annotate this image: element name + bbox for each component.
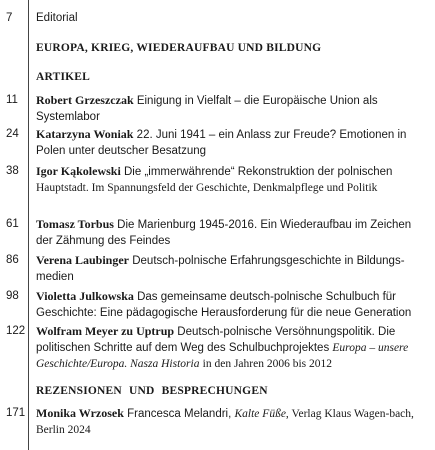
entry-title-part: Hauptstadt. Im Spannungsfeld der Geschichte, Denkmalpflege und Politik	[36, 182, 378, 194]
entry-text	[36, 288, 422, 321]
page-number: 11	[6, 94, 18, 106]
review-pre: Francesca Melandri,	[127, 408, 232, 420]
entry-author: Robert Grzeszczak	[36, 93, 134, 107]
entry-title: Deutsch-polnische Erfahrungsgeschichte in Bildungs-medien	[36, 255, 405, 283]
entry-text	[36, 405, 422, 438]
review-title-italic: Kalte Füße	[234, 408, 286, 420]
entry-author: Katarzyna Woniak	[36, 127, 134, 141]
entry-title-italic: Europa – unsere Geschichte/Europa. Nasza Historia	[36, 342, 409, 370]
entry-author: Igor Kąkolewski	[36, 164, 121, 178]
entry-title: 22. Juni 1941 – ein Anlass zur Freude? Emotionen in Polen unter deutscher Besatzung	[36, 129, 407, 157]
page-number: 122	[6, 325, 26, 337]
entry-author: Tomasz Torbus	[36, 217, 114, 231]
entry-title-part: Deutsch-polnische Versöhnungspolitik. Die politischen Schritte auf dem Weg des Schulbuchprojektes	[36, 326, 396, 354]
entry-title: Einigung in Vielfalt – die Europäische Union als Systemlabor	[36, 95, 378, 123]
artikel-heading: ARTIKEL	[36, 71, 91, 83]
entry-title: Die Marienburg 1945-2016. Ein Wiederaufbau im Zeichen der Zähmung des Feindes	[36, 219, 412, 247]
section-title: EUROPA, KRIEG, WIEDERAUFBAU UND BILDUNG	[36, 42, 322, 54]
reviews-heading: REZENSIONEN UND BESPRECHUNGEN	[36, 385, 268, 397]
page-number: 61	[6, 218, 19, 230]
entry-author: Violetta Julkowska	[36, 289, 134, 303]
entry-author: Verena Laubinger	[36, 253, 130, 267]
entry-text	[36, 252, 422, 285]
review-post: , Verlag Klaus Wagen-bach, Berlin 2024	[36, 408, 414, 436]
page-number: 7	[6, 12, 13, 24]
page-number: 38	[6, 165, 19, 177]
page-number: 86	[6, 254, 19, 266]
page-number: 98	[6, 290, 19, 302]
entry-text	[36, 163, 422, 196]
entry-text	[36, 92, 422, 125]
entry-text	[36, 126, 422, 159]
entry-title: Das gemeinsame deutsch-polnische Schulbuch für Geschichte: Eine pädagogische Herausforderung für die neue Generation	[36, 291, 412, 319]
page-number: 24	[6, 128, 19, 140]
entry-author: Wolfram Meyer zu Uptrup	[36, 324, 175, 338]
entry-text	[36, 216, 422, 249]
entry-title-part: in den Jahren 2006 bis 2012	[202, 358, 333, 370]
page-number: 171	[6, 407, 26, 419]
entry-title: Editorial	[36, 12, 78, 24]
entry-author: Monika Wrzosek	[36, 406, 124, 420]
entry-text	[36, 323, 422, 372]
entry-title-part: Die „immerwährende“ Rekonstruktion der polnischen	[124, 166, 393, 178]
